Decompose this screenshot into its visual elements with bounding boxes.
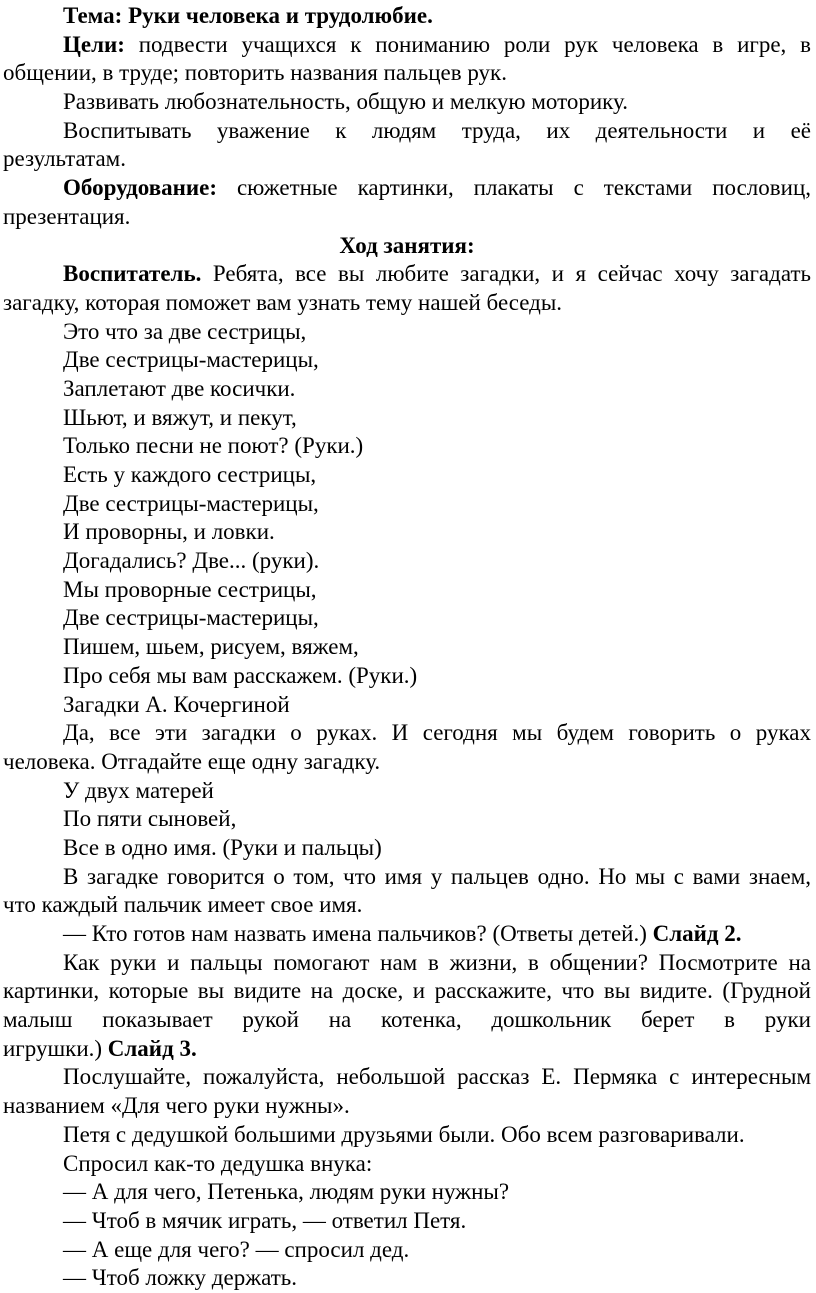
text-line [3,318,811,347]
text-line [3,289,811,318]
text-line [3,1035,811,1064]
text-line [3,1207,811,1236]
line-text: подвести учащихся к пониманию роли рук человека в игре, в [124,31,811,57]
text-line [3,920,811,949]
line-text: — А для чего, Петенька, людям руки нужны? [63,1179,510,1205]
line-text: Шьют, и вяжут, и пекут, [63,404,297,430]
text-line [3,719,811,748]
line-text: Это что за две сестрицы, [63,318,307,344]
line-text: малыш показывает рукой на котенка, дошкольник берет в руки [3,1007,811,1033]
line-text: Только песни не поют? (Руки.) [63,433,364,459]
bold-label: Воспитатель. [63,261,202,287]
line-text: Догадались? Две... (руки). [63,548,320,574]
text-line [3,1092,811,1121]
line-text: Заплетают две косички. [63,375,296,401]
line-text: — Кто готов нам назвать имена пальчиков? (Ответы детей.) [63,921,653,946]
text-line [3,662,811,691]
text-line [3,117,811,146]
text-line [3,174,811,203]
text-line [3,145,811,174]
line-text: Развивать любознательность, общую и мелкую моторику. [63,89,628,115]
line-text: что каждый пальчик имеет свое имя. [3,892,363,918]
bold-label: Тема: Руки человека и трудолюбие. [63,3,433,28]
text-line [3,604,811,633]
text-line [3,1121,811,1150]
line-text: Петя с дедушкой большими друзьями были. Обо всем разговаривали. [63,1121,745,1147]
line-text: названием «Для чего руки нужны». [3,1093,350,1119]
text-line [3,949,811,978]
text-line [3,633,811,662]
text-line [3,1063,811,1092]
text-line [3,1236,811,1265]
line-text: — А еще для чего? — спросил дед. [63,1236,410,1262]
text-line [3,232,811,261]
line-text: И проворны, и ловки. [63,519,275,545]
line-text: Есть у каждого сестрицы, [63,462,317,487]
line-text: Послушайте, пожалуйста, небольшой рассказ Е. Пермяка с интересным [63,1064,811,1090]
text-line [3,891,811,920]
line-text: презентация. [3,203,131,229]
line-text: В загадке говорится о том, что имя у пальцев одно. Но мы с вами знаем, [63,863,811,889]
line-text: человека. Отгадайте еще одну загадку. [3,748,381,774]
line-text: Две сестрицы-мастерицы, [63,605,319,631]
line-text: Ребята, все вы любите загадки, и я сейчас хочу загадать [201,261,811,287]
text-line [3,777,811,806]
line-text: Воспитывать уважение к людям труда, их деятельности и её [63,117,811,143]
text-line [3,576,811,605]
text-line [3,490,811,519]
text-line [3,59,811,88]
line-text: загадку, которая поможет вам узнать тему нашей беседы. [3,289,563,315]
text-line [3,375,811,404]
line-text: У двух матерей [63,777,214,803]
text-line [3,461,811,490]
text-line [3,203,811,232]
text-line [3,547,811,576]
text-line [3,88,811,117]
slide-label: Слайд 2. [652,921,742,946]
line-text: общении, в труде; повторить названия пальцев рук. [3,60,507,86]
text-line [3,432,811,461]
line-text: Да, все эти загадки о руках. И сегодня мы будем говорить о руках [63,720,811,746]
line-text: — Чтоб ложку держать. [63,1265,297,1291]
line-text: картинки, которые вы видите на доске, и расскажите, что вы видите. (Грудной [3,978,811,1004]
line-text: Как руки и пальцы помогают нам в жизни, в общении? Посмотрите на [63,949,811,975]
line-text: Загадки А. Кочергиной [63,691,290,717]
line-text: Две сестрицы-мастерицы, [63,490,319,516]
text-line [3,805,811,834]
text-line [3,404,811,433]
text-line [3,977,811,1006]
text-line [3,346,811,375]
bold-label: Ход занятия: [339,232,475,258]
line-text: — Чтоб в мячик играть, — ответил Петя. [63,1207,467,1233]
line-text: Мы проворные сестрицы, [63,576,317,602]
text-line [3,863,811,892]
text-line [3,748,811,777]
bold-label: Цели: [63,31,125,57]
text-line [3,31,811,60]
text-line [3,1006,811,1035]
text-line [3,1150,811,1179]
line-text: игрушки.) [3,1035,108,1061]
text-line [3,691,811,720]
line-text: Пишем, шьем, рисуем, вяжем, [63,634,359,660]
text-line [3,834,811,863]
text-line [3,518,811,547]
slide-label: Слайд 3. [107,1035,197,1061]
text-line [3,260,811,289]
line-text: Про себя мы вам расскажем. (Руки.) [63,662,418,688]
text-line [3,2,811,31]
line-text: Две сестрицы-мастерицы, [63,347,319,373]
line-text: результатам. [3,146,126,172]
line-text: По пяти сыновей, [63,806,237,832]
bold-label: Оборудование: [63,175,217,201]
text-line [3,1264,811,1293]
line-text: сюжетные картинки, плакаты с текстами пословиц, [216,175,811,201]
line-text: Все в одно имя. (Руки и пальцы) [63,834,382,860]
line-text: Спросил как-то дедушка внука: [63,1150,373,1176]
text-line [3,1178,811,1207]
